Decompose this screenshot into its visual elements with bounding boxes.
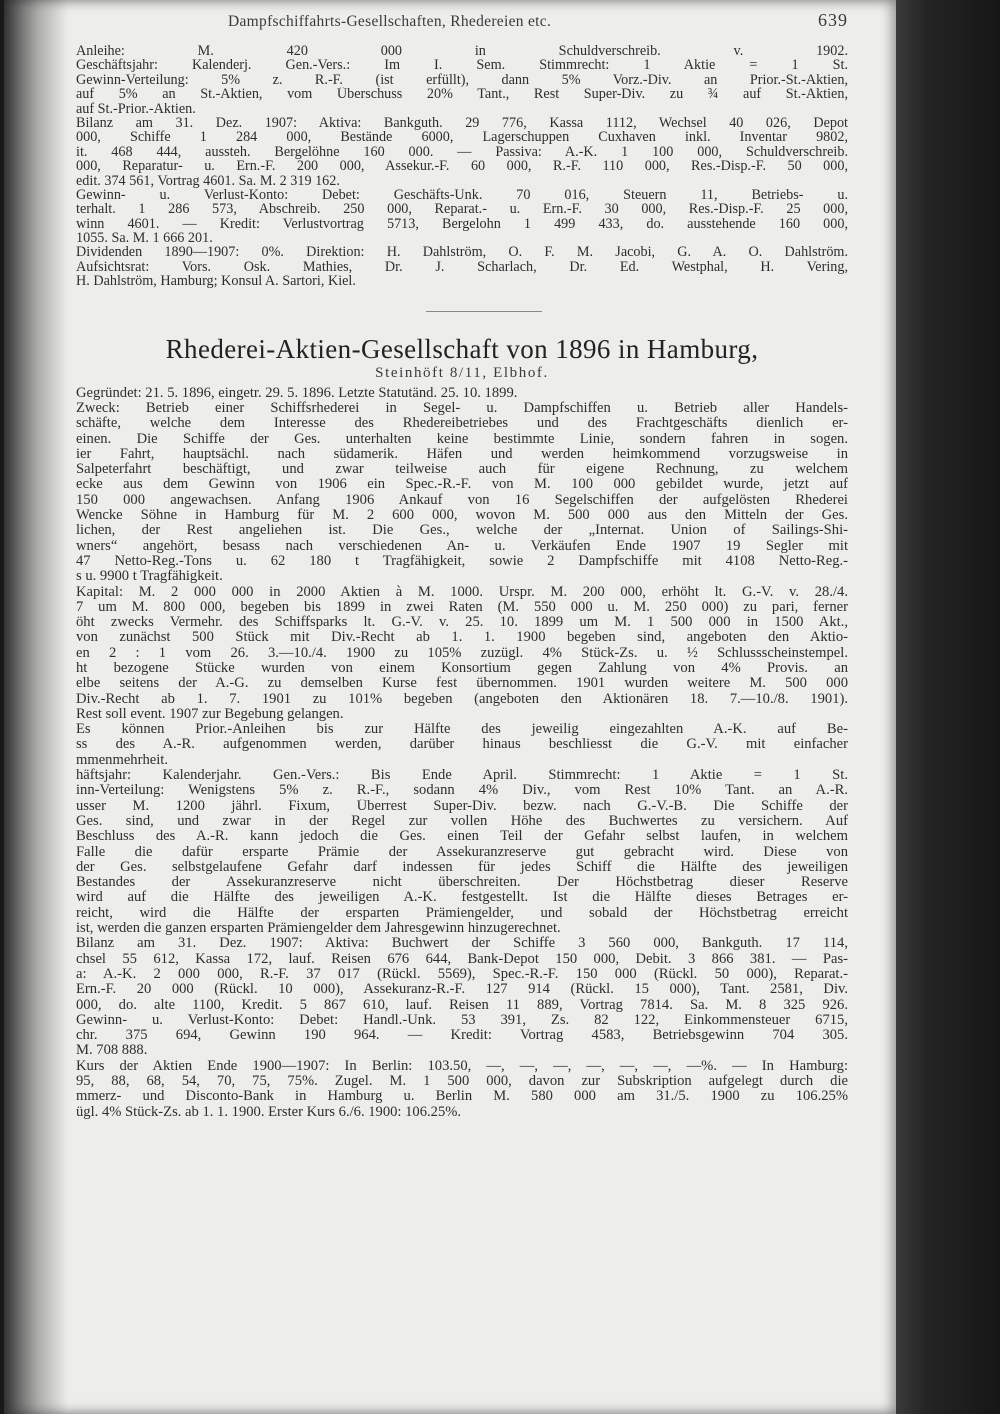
- text-line: Gewinn- u. Verlust-Konto: Debet: Handl.-Unk. 53 391, Zs. 82 122, Einkommensteuer 6715,: [76, 1012, 848, 1028]
- text-line: Beschluss des A.-R. kann jedoch die Ges. einen Teil der Gefahr selbst laufen, in welchem: [76, 829, 848, 845]
- text-line: 1055. Sa. M. 1 666 201.: [76, 231, 213, 246]
- text-line: lichen, der Rest angeliehen ist. Die Ges., welche der „Internat. Union of Sailings-Shi-: [76, 523, 848, 539]
- text-line: auf 5% an St.-Aktien, vom Überschuss 20% Tant., Rest Super-Div. zu ¾ auf St.-Aktien,: [76, 87, 848, 102]
- text-line: Bilanz am 31. Dez. 1907: Aktiva: Bankguth. 29 776, Kassa 1112, Wechsel 40 026, Depot: [76, 115, 848, 131]
- page-number: 639: [818, 10, 848, 30]
- text-line: 000, do. alte 1100, Kredit. 5 867 610, lauf. Reisen 11 889, Vortrag 7814. Sa. M. 8 325 926.: [76, 997, 848, 1013]
- text-line: chr. 375 694, Gewinn 190 964. — Kredit: Vortrag 4583, Betriebsgewinn 704 305.: [76, 1028, 848, 1044]
- text-line: 000, Schiffe 1 284 000, Bestände 6000, Lagerschuppen Cuxhaven inkl. Inventar 9802,: [76, 130, 848, 145]
- text-line: Rest soll event. 1907 zur Begebung gelangen.: [76, 706, 344, 722]
- text-line: auf St.-Prior.-Aktien.: [76, 101, 196, 116]
- text-line: Dividenden 1890—1907: 0%. Direktion: H. Dahlström, O. F. M. Jacobi, G. A. O. Dahlström.: [76, 245, 848, 260]
- company-entry: [76, 386, 848, 1120]
- text-line: ügl. 4% Stück-Zs. ab 1. 1. 1900. Erster Kurs 6./6. 1900: 106.25%.: [76, 1104, 462, 1120]
- text-line: ht bezogene Stücke wurden von einem Konsortium gegen Zahlung von 4% Provis. an: [76, 660, 848, 676]
- text-line: Gegründet: 21. 5. 1896, eingetr. 29. 5. 1896. Letzte Statutänd. 25. 10. 1899.: [76, 385, 518, 401]
- company-address: Steinhöft 8/11, Elbhof.: [375, 364, 549, 381]
- text-line: Wencke Söhne in Hamburg für M. 2 600 000, wovon M. 500 000 aus den Mitteln der Ges.: [76, 508, 848, 524]
- text-line: s u. 9900 t Tragfähigkeit.: [76, 569, 223, 585]
- text-line: H. Dahlström, Hamburg; Konsul A. Sartori, Kiel.: [76, 274, 356, 289]
- text-line: a: A.-K. 2 000 000, R.-F. 37 017 (Rückl. 5569), Spec.-R.-F. 150 000 (Rückl. 50 000), Reparat.-: [76, 966, 848, 982]
- text-line: elbe seitens der A.-G. zu demselben Kurse fest übernommen. 1901 wurden weitere M. 500 000: [76, 676, 848, 692]
- page-content: [76, 10, 848, 1120]
- text-line: schäfte, welche dem Interesse des Rhedereibetriebes und des Frachtgeschäfts dienlich er-: [76, 416, 848, 432]
- text-line: inn-Verteilung: Wenigstens 5% z. R.-F., sodann 4% Div., vom Rest 10% Tant. an A.-R.: [76, 783, 848, 799]
- text-line: mmenmehrheit.: [76, 752, 168, 768]
- section-divider: [426, 311, 542, 312]
- company-title: Rhederei-Aktien-Gesellschaft von 1896 in Hamburg,: [165, 333, 759, 364]
- text-line: it. 468 444, aussteh. Bergelöhne 160 000. — Passiva: A.-K. 1 100 000, Schuldverschreib.: [76, 144, 848, 160]
- text-line: Kurs der Aktien Ende 1900—1907: In Berlin: 103.50, —, —, —, —, —, —, —%. — In Hamburg:: [76, 1058, 848, 1074]
- text-line: en 2 : 1 vom 26. 3.—10./4. 1900 zu 105% zuzügl. 4% Stück-Zs. u. ½ Schlussscheinstempel.: [76, 645, 848, 661]
- text-line: von zunächst 500 Stück mit Div.-Recht ab 1. 1. 1900 begeben sind, angeboten den Aktio-: [76, 630, 848, 646]
- text-line: ecke aus dem Gewinn von 1906 ein Spec.-R.-F. von M. 100 000 gebildet wurde, jetzt auf: [76, 477, 848, 493]
- text-line: 150 000 angewachsen. Anfang 1906 Ankauf von 16 Segelschiffen der aufgelösten Rhederei: [76, 492, 848, 508]
- text-line: Salpeterfahrt beschäftigt, und zwar teilweise auch für eigene Rechnung, zu welchem: [76, 462, 848, 478]
- text-line: 7 um M. 800 000, begeben bis 1899 in zwei Raten (M. 550 000 u. M. 250 000) zu pari, ferner: [76, 599, 848, 615]
- text-line: usser M. 1200 jährl. Fixum, Überrest Super-Div. bezw. nach G.-V.-B. Die Schiffe der: [76, 798, 848, 814]
- text-line: M. 708 888.: [76, 1043, 148, 1059]
- text-line: ss des A.-R. aufgenommen werden, darüber hinaus beschliesst die G.-V. mit einfacher: [76, 737, 848, 753]
- text-line: Falle die dafür ersparte Prämie der Assekuranzreserve gut gebracht wird. Diese von: [76, 844, 848, 860]
- text-line: Div.-Recht ab 1. 7. 1901 zu 101% begeben (angeboten den Aktionären 18. 7.—10./8. 1901).: [76, 691, 848, 707]
- text-line: 000, Reparatur- u. Ern.-F. 200 000, Assekur.-F. 60 000, R.-F. 110 000, Res.-Disp.-F. 50 000,: [76, 159, 848, 174]
- running-head: [76, 10, 848, 34]
- book-edge: [896, 0, 1000, 1414]
- running-head-title: Dampfschiffahrts-Gesellschaften, Rhedereien etc.: [228, 13, 552, 30]
- text-line: Ern.-F. 20 000 (Rückl. 10 000), Assekuranz-R.-F. 127 914 (Rückl. 15 000), Tant. 2581, Div.: [76, 982, 848, 998]
- text-line: ier Fahrt, hauptsächl. nach südamerik. Häfen und werden heimkommend vorzugsweise in: [76, 446, 848, 462]
- text-line: Zweck: Betrieb einer Schiffsrhederei in Segel- u. Dampfschiffen u. Betrieb aller Handels-: [76, 400, 848, 416]
- text-line: winn 4601. — Kredit: Verlustvortrag 5713, Bergelohn 1 499 433, do. ausstehende 160 000,: [76, 216, 848, 232]
- text-line: Anleihe: M. 420 000 in Schuldverschreib. v. 1902.: [76, 44, 848, 59]
- text-line: Ges. sind, und zwar in der Regel zur vollen Höhe des Buchwertes zu versichern. Auf: [76, 813, 848, 829]
- text-line: der Ges. selbstgelaufene Gefahr darf indessen für jedes Schiff die Hälfte des jeweiligen: [76, 859, 848, 875]
- text-line: Bilanz am 31. Dez. 1907: Aktiva: Buchwert der Schiffe 3 560 000, Bankguth. 17 114,: [76, 936, 848, 952]
- text-line: Geschäftsjahr: Kalenderj. Gen.-Vers.: Im I. Sem. Stimmrecht: 1 Aktie = 1 St.: [76, 58, 848, 73]
- text-line: Es können Prior.-Anleihen bis zur Hälfte des jeweilig eingezahlten A.-K. auf Be-: [76, 722, 848, 738]
- text-line: Gewinn- u. Verlust-Konto: Debet: Geschäfts-Unk. 70 016, Steuern 11, Betriebs- u.: [76, 187, 848, 203]
- text-line: Aufsichtsrat: Vors. Osk. Mathies, Dr. J. Scharlach, Dr. Ed. Westphal, H. Vering,: [76, 259, 848, 275]
- text-line: chsel 55 612, Kassa 172, lauf. Reisen 676 644, Bank-Depot 150 000, Debit. 3 866 381. — Pas-: [76, 951, 848, 967]
- text-line: terhalt. 1 286 573, Abschreib. 250 000, Reparat.- u. Ern.-F. 30 000, Res.-Disp.-F. 25 000,: [76, 202, 848, 217]
- text-line: wird auf die Hälfte des jeweiligen A.-K. festgestellt. Ist die Hälfte dieses Betrages er-: [76, 890, 848, 906]
- text-line: ist, werden die ganzen ersparten Prämiengelder dem Jahresgewinn hinzugerechnet.: [76, 921, 561, 937]
- text-line: wners“ angehört, besass nach verschiedenen An- u. Verkäufen Ende 1907 19 Segler mit: [76, 538, 848, 554]
- text-line: reicht, wird die Hälfte der ersparten Prämiengelder, und sobald der Höchstbetrag erreicht: [76, 905, 848, 921]
- text-line: häftsjahr: Kalenderjahr. Gen.-Vers.: Bis Ende April. Stimmrecht: 1 Aktie = 1 St.: [76, 768, 848, 784]
- text-line: Bestandes der Assekuranzreserve nicht überschreiten. Der Höchstbetrag dieser Reserve: [76, 875, 848, 891]
- text-line: mmerz- und Disconto-Bank in Hamburg u. Berlin M. 580 000 am 31./5. 1900 zu 106.25%: [76, 1089, 848, 1105]
- text-line: 47 Netto-Reg.-Tons u. 62 180 t Tragfähigkeit, sowie 2 Dampfschiffe mit 4108 Netto-Reg.-: [76, 553, 848, 569]
- text-line: Kapital: M. 2 000 000 in 2000 Aktien à M. 1000. Urspr. M. 200 000, erhöht lt. G.-V. v. 28./4.: [76, 584, 848, 600]
- previous-entry: [76, 44, 848, 289]
- text-line: edit. 374 561, Vortrag 4601. Sa. M. 2 319 162.: [76, 173, 340, 188]
- text-line: Gewinn-Verteilung: 5% z. R.-F. (ist erfüllt), dann 5% Vorz.-Div. an Prior.-St.-Aktien,: [76, 72, 848, 88]
- text-line: öht zwecks Vermehr. des Schiffsparks lt. G.-V. v. 25. 10. 1899 um M. 1 500 000 in 1500 Akt.,: [76, 615, 848, 631]
- text-line: einen. Die Schiffe der Ges. unterhalten keine bestimmte Linie, sondern fahren in sogen.: [76, 431, 848, 447]
- text-line: 95, 88, 68, 54, 70, 75, 75%. Zugel. M. 1 500 000, davon zur Subskription aufgelegt durch die: [76, 1074, 848, 1089]
